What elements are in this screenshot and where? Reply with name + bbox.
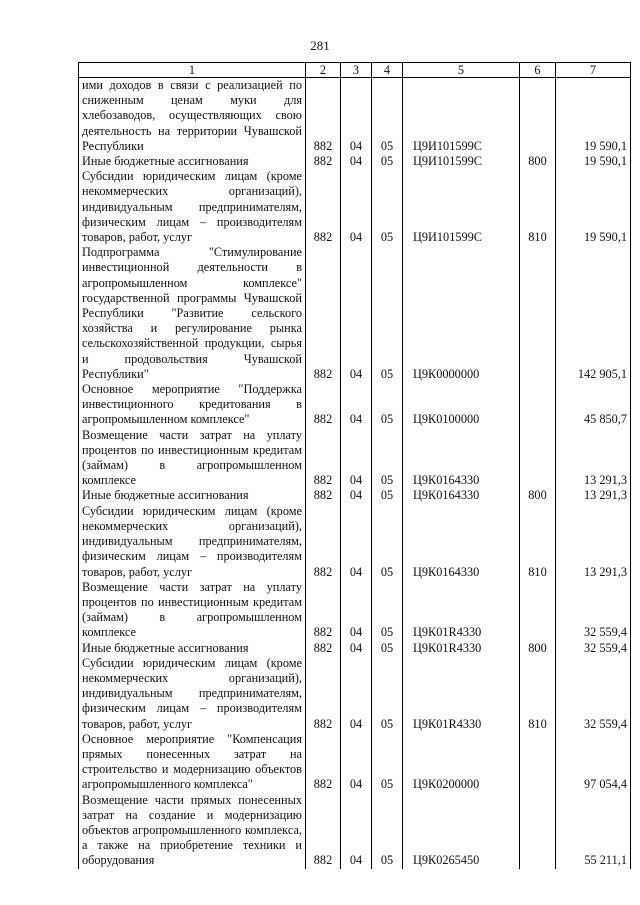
row-subsection: 05 bbox=[372, 428, 403, 489]
row-name: Основное мероприятие "Поддержка инвестиционного кредитования в агропромышленном комплексе" bbox=[79, 382, 306, 428]
row-name: Основное мероприятие "Компенсация прямых понесенных затрат на строительство и модернизацию объектов агропромышленного комплекса" bbox=[79, 732, 306, 793]
row-subsection: 05 bbox=[372, 641, 403, 656]
row-subsection: 05 bbox=[372, 154, 403, 169]
row-subsection: 05 bbox=[372, 793, 403, 869]
row-target-article: Ц9К0100000 bbox=[403, 382, 520, 428]
header-col-3: 3 bbox=[341, 63, 372, 78]
row-subsection: 05 bbox=[372, 580, 403, 641]
row-ministry-code: 882 bbox=[306, 580, 341, 641]
row-name: Подпрограмма "Стимулирование инвестиционной деятельности в агропромышленном комплексе" государственной программы Чувашской Республики "Развитие сельского хозяйства и регулирование рынка сельскохозяйственной продукции, сырья и продовольствия Чувашской Республики" bbox=[79, 245, 306, 382]
header-col-2: 2 bbox=[306, 63, 341, 78]
row-target-article: Ц9К0200000 bbox=[403, 732, 520, 793]
row-target-article: Ц9К01R4330 bbox=[403, 656, 520, 732]
header-col-5: 5 bbox=[403, 63, 520, 78]
row-subsection: 05 bbox=[372, 732, 403, 793]
row-amount: 19 590,1 bbox=[556, 78, 631, 155]
row-ministry-code: 882 bbox=[306, 245, 341, 382]
row-expense-type bbox=[520, 78, 556, 155]
row-section: 04 bbox=[341, 382, 372, 428]
header-col-7: 7 bbox=[556, 63, 631, 78]
row-subsection: 05 bbox=[372, 656, 403, 732]
table-row bbox=[79, 488, 631, 503]
row-ministry-code: 882 bbox=[306, 78, 341, 155]
row-expense-type bbox=[520, 382, 556, 428]
row-amount: 45 850,7 bbox=[556, 382, 631, 428]
row-section: 04 bbox=[341, 154, 372, 169]
row-target-article: Ц9К01R4330 bbox=[403, 580, 520, 641]
row-amount: 13 291,3 bbox=[556, 488, 631, 503]
row-amount: 13 291,3 bbox=[556, 428, 631, 489]
table-row bbox=[79, 154, 631, 169]
table-row bbox=[79, 504, 631, 580]
row-name: Субсидии юридическим лицам (кроме некоммерческих организаций), индивидуальным предпринимателям, физическим лицам – производителям товаров, работ, услуг bbox=[79, 504, 306, 580]
table-row bbox=[79, 732, 631, 793]
row-ministry-code: 882 bbox=[306, 641, 341, 656]
row-amount: 13 291,3 bbox=[556, 504, 631, 580]
row-section: 04 bbox=[341, 793, 372, 869]
row-name: Субсидии юридическим лицам (кроме некоммерческих организаций), индивидуальным предпринимателям, физическим лицам – производителям товаров, работ, услуг bbox=[79, 169, 306, 245]
row-target-article: Ц9К0000000 bbox=[403, 245, 520, 382]
row-section: 04 bbox=[341, 428, 372, 489]
row-section: 04 bbox=[341, 580, 372, 641]
row-section: 04 bbox=[341, 504, 372, 580]
row-ministry-code: 882 bbox=[306, 428, 341, 489]
row-ministry-code: 882 bbox=[306, 732, 341, 793]
row-amount: 55 211,1 bbox=[556, 793, 631, 869]
row-section: 04 bbox=[341, 656, 372, 732]
row-amount: 19 590,1 bbox=[556, 154, 631, 169]
table-row bbox=[79, 78, 631, 155]
page-number: 281 bbox=[310, 38, 330, 53]
row-section: 04 bbox=[341, 488, 372, 503]
row-subsection: 05 bbox=[372, 504, 403, 580]
row-name: Субсидии юридическим лицам (кроме некоммерческих организаций), индивидуальным предпринимателям, физическим лицам – производителям товаров, работ, услуг bbox=[79, 656, 306, 732]
table-row bbox=[79, 245, 631, 382]
table-row bbox=[79, 428, 631, 489]
header-col-1: 1 bbox=[79, 63, 306, 78]
row-target-article: Ц9К0164330 bbox=[403, 504, 520, 580]
row-section: 04 bbox=[341, 641, 372, 656]
row-expense-type bbox=[520, 580, 556, 641]
row-expense-type bbox=[520, 732, 556, 793]
row-amount: 19 590,1 bbox=[556, 169, 631, 245]
row-expense-type bbox=[520, 428, 556, 489]
table-row bbox=[79, 382, 631, 428]
row-target-article: Ц9И101599С bbox=[403, 154, 520, 169]
row-name: Иные бюджетные ассигнования bbox=[79, 488, 306, 503]
row-expense-type: 810 bbox=[520, 656, 556, 732]
row-target-article: Ц9И101599С bbox=[403, 78, 520, 155]
row-target-article: Ц9И101599С bbox=[403, 169, 520, 245]
row-subsection: 05 bbox=[372, 382, 403, 428]
row-expense-type bbox=[520, 245, 556, 382]
row-ministry-code: 882 bbox=[306, 488, 341, 503]
row-expense-type: 800 bbox=[520, 641, 556, 656]
row-target-article: Ц9К01R4330 bbox=[403, 641, 520, 656]
row-amount: 32 559,4 bbox=[556, 580, 631, 641]
row-subsection: 05 bbox=[372, 78, 403, 155]
table-row bbox=[79, 641, 631, 656]
row-target-article: Ц9К0164330 bbox=[403, 428, 520, 489]
row-ministry-code: 882 bbox=[306, 793, 341, 869]
row-section: 04 bbox=[341, 78, 372, 155]
table-row bbox=[79, 793, 631, 869]
row-name: ими доходов в связи с реализацией по сниженным ценам муки для хлебозаводов, осуществляющих свою деятельность на территории Чувашской Республики bbox=[79, 78, 306, 155]
row-subsection: 05 bbox=[372, 169, 403, 245]
row-ministry-code: 882 bbox=[306, 382, 341, 428]
header-row bbox=[79, 63, 631, 78]
row-subsection: 05 bbox=[372, 488, 403, 503]
row-target-article: Ц9К0265450 bbox=[403, 793, 520, 869]
row-section: 04 bbox=[341, 245, 372, 382]
row-name: Возмещение части затрат на уплату процентов по инвестиционным кредитам (займам) в агропромышленном комплексе bbox=[79, 580, 306, 641]
table-row bbox=[79, 656, 631, 732]
row-ministry-code: 882 bbox=[306, 656, 341, 732]
row-name: Иные бюджетные ассигнования bbox=[79, 641, 306, 656]
row-expense-type: 800 bbox=[520, 488, 556, 503]
row-expense-type bbox=[520, 793, 556, 869]
row-ministry-code: 882 bbox=[306, 154, 341, 169]
row-amount: 97 054,4 bbox=[556, 732, 631, 793]
row-amount: 32 559,4 bbox=[556, 641, 631, 656]
header-col-6: 6 bbox=[520, 63, 556, 78]
row-ministry-code: 882 bbox=[306, 504, 341, 580]
row-subsection: 05 bbox=[372, 245, 403, 382]
budget-table bbox=[78, 62, 631, 869]
row-expense-type: 810 bbox=[520, 504, 556, 580]
table-row bbox=[79, 169, 631, 245]
row-name: Возмещение части затрат на уплату процентов по инвестиционным кредитам (займам) в агропромышленном комплексе bbox=[79, 428, 306, 489]
header-col-4: 4 bbox=[372, 63, 403, 78]
row-amount: 142 905,1 bbox=[556, 245, 631, 382]
row-expense-type: 800 bbox=[520, 154, 556, 169]
row-name: Возмещение части прямых понесенных затрат на создание и модернизацию объектов агропромышленного комплекса, а также на приобретение техники и оборудования bbox=[79, 793, 306, 869]
row-section: 04 bbox=[341, 169, 372, 245]
row-expense-type: 810 bbox=[520, 169, 556, 245]
row-target-article: Ц9К0164330 bbox=[403, 488, 520, 503]
table-row bbox=[79, 580, 631, 641]
row-section: 04 bbox=[341, 732, 372, 793]
row-amount: 32 559,4 bbox=[556, 656, 631, 732]
row-name: Иные бюджетные ассигнования bbox=[79, 154, 306, 169]
row-ministry-code: 882 bbox=[306, 169, 341, 245]
